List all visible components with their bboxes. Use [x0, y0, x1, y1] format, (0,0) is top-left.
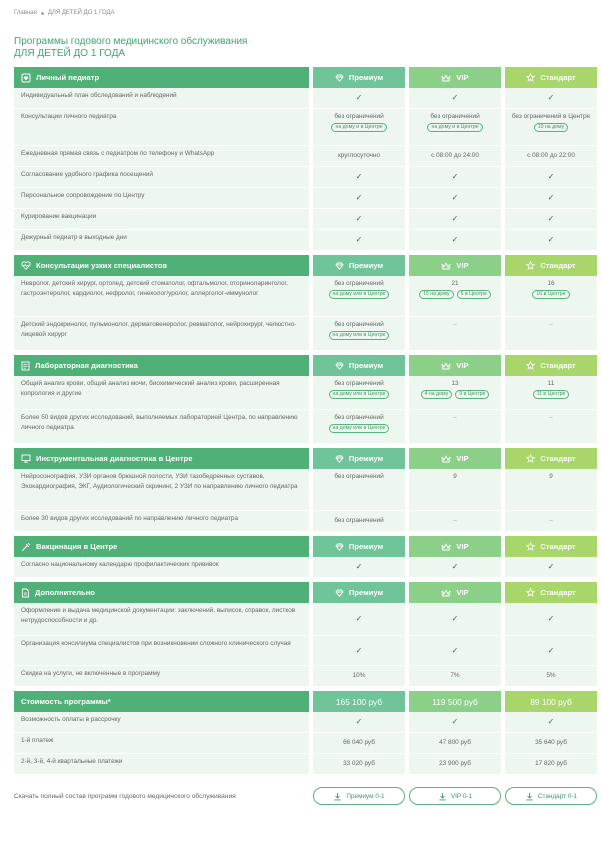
cell-value: –: [453, 517, 457, 524]
location-badge: на дому и в Центре: [331, 123, 386, 132]
plan-name: Премиум: [348, 73, 384, 82]
plan-header-vip: [409, 67, 501, 88]
row-label: Оформление и выдача медицинской документации: заключений, выписок, справок, листков нетрудоспособности и др.: [14, 603, 309, 636]
diamond-icon: [335, 543, 344, 551]
table-row: [14, 511, 589, 532]
plan-header-standard: [505, 67, 597, 88]
row-label: Общий анализ крови, общий анализ мочи, биохимический анализ крови, расширенная копрология и другие: [14, 376, 309, 410]
table-row: [14, 636, 589, 666]
cell-value: 13: [451, 380, 459, 387]
section-title: Дополнительно: [35, 588, 95, 597]
monitor-icon: [21, 454, 31, 463]
cost-title: Стоимость программы*: [14, 691, 309, 712]
check-icon: ✓: [355, 193, 363, 202]
plan-name: Стандарт: [540, 261, 576, 270]
cell-value: без ограничений: [334, 280, 384, 287]
table-row: [14, 603, 589, 636]
check-icon: ✓: [355, 645, 363, 655]
cell-value: без ограничений: [334, 414, 384, 421]
table-row: [14, 276, 589, 317]
star-icon: [526, 542, 535, 551]
table-row: [14, 469, 589, 511]
row-label: 2-й, 3-й, 4-й квартальные платежи: [14, 754, 309, 775]
download-icon: [438, 792, 447, 801]
check-icon: ✓: [355, 562, 363, 571]
table-row: [14, 167, 589, 188]
cell-value: 47 800 руб: [409, 733, 501, 754]
table-row: [14, 146, 589, 167]
row-label: Дежурный педиатр в выходные дни: [14, 230, 309, 251]
crown-icon: [441, 262, 451, 270]
row-label: 1-й платеж: [14, 733, 309, 754]
row-label: Курирование вакцинации: [14, 209, 309, 230]
diamond-icon: [335, 74, 344, 82]
star-icon: [526, 261, 535, 270]
check-icon: ✓: [547, 614, 555, 623]
plan-name: Стандарт: [540, 73, 576, 82]
check-icon: ✓: [547, 717, 555, 726]
plan-name: Стандарт: [540, 454, 576, 463]
syringe-icon: [21, 542, 31, 552]
download-premium-button[interactable]: [313, 787, 405, 805]
plan-name: Премиум: [348, 542, 384, 551]
cell-value: –: [549, 414, 553, 421]
location-badge: на дому или в Центре: [329, 424, 390, 433]
row-label: Скидка на услуги, не включенные в программу: [14, 666, 309, 687]
crown-icon: [441, 543, 451, 551]
section-header-specialists: [14, 255, 589, 276]
table-row: [14, 88, 589, 109]
check-icon: ✓: [451, 93, 459, 102]
plan-header-premium: [313, 67, 405, 88]
diamond-icon: [335, 262, 344, 270]
breadcrumb-home[interactable]: Главная: [14, 10, 37, 16]
plan-name: Стандарт: [540, 361, 576, 370]
table-row: [14, 317, 589, 351]
row-label: Согласно национальному календарю профилактических прививок: [14, 557, 309, 578]
table-row: [14, 209, 589, 230]
plan-name: VIP: [456, 361, 469, 370]
check-icon: ✓: [451, 235, 459, 244]
diamond-icon: [335, 455, 344, 463]
location-badge: на дому или в Центре: [329, 331, 390, 340]
section-header-vaccination: [14, 536, 589, 557]
row-label: Невролог, детский хирург, ортопед, детский стоматолог, офтальмолог, оториноларинголог, гастроэнтеролог, кардиолог, нефролог, гинеколог/уролог, аллерголог-иммунолог: [14, 276, 309, 317]
cell-value: 10%: [313, 666, 405, 687]
cell-value: 17 820 руб: [505, 754, 597, 775]
check-icon: ✓: [451, 645, 459, 655]
download-icon: [333, 792, 342, 801]
diamond-icon: [335, 589, 344, 597]
location-badge: на дому или в Центре: [329, 290, 390, 299]
cell-value: без ограничений в Центре: [511, 113, 591, 120]
check-icon: ✓: [355, 717, 363, 726]
download-standard-button[interactable]: [505, 787, 597, 805]
check-icon: ✓: [547, 214, 555, 223]
download-bar: [14, 787, 589, 805]
table-row: [14, 733, 589, 754]
section-title: Вакцинация в Центре: [36, 542, 118, 551]
price-premium: 165 100 руб: [313, 691, 405, 712]
row-label: Согласование удобного графика посещений: [14, 167, 309, 188]
check-icon: ✓: [451, 562, 459, 571]
section-title: Инструментальная диагностика в Центре: [36, 454, 193, 463]
table-row: [14, 410, 589, 444]
cell-value: 9: [505, 469, 597, 511]
table-row: [14, 712, 589, 733]
location-badge: 10 на дому: [534, 123, 569, 132]
location-badge: на дому или в Центре: [329, 390, 390, 399]
location-badge: 16 в Центре: [532, 290, 569, 299]
plan-name: Стандарт: [540, 588, 576, 597]
section-title: Лабораторная диагностика: [35, 361, 138, 370]
plan-name: Стандарт: [540, 542, 576, 551]
cell-value: –: [549, 517, 553, 524]
lab-list-icon: [21, 361, 30, 371]
cell-value: 33 020 руб: [313, 754, 405, 775]
check-icon: ✓: [547, 562, 555, 571]
row-label: Детский эндокринолог, пульмонолог, дерматовенеролог, ревматолог, нейрохирург, челюстно-лицевой хирург: [14, 317, 309, 351]
table-row: [14, 188, 589, 209]
plan-name: VIP: [456, 261, 469, 270]
cell-value: без ограничений: [334, 113, 384, 120]
location-badge: 6 в Центре: [457, 290, 491, 299]
check-icon: ✓: [355, 614, 363, 623]
star-icon: [526, 361, 535, 370]
cell-value: с 08:00 до 24:00: [409, 146, 501, 167]
star-icon: [526, 588, 535, 597]
row-label: Более 50 видов других исследований, выполняемых лабораторией Центра, по направлению личного педиатра: [14, 410, 309, 444]
section-title: Консультации узких специалистов: [36, 261, 168, 270]
cell-value: без ограничений: [430, 113, 480, 120]
cell-value: 21: [451, 280, 459, 287]
check-icon: ✓: [355, 235, 363, 244]
breadcrumb-current: ДЛЯ ДЕТЕЙ ДО 1 ГОДА: [47, 10, 115, 16]
section-header-pediatr: [14, 67, 589, 88]
document-icon: [21, 588, 30, 598]
plan-name: Премиум: [348, 454, 384, 463]
price-vip: 119 500 руб: [409, 691, 501, 712]
cell-value: 7%: [409, 666, 501, 687]
check-icon: ✓: [547, 193, 555, 202]
cell-value: –: [549, 321, 553, 328]
plan-name: VIP: [456, 454, 469, 463]
cell-value: без ограничений: [313, 469, 405, 511]
cell-value: 5%: [505, 666, 597, 687]
download-icon: [525, 792, 534, 801]
check-icon: ✓: [451, 172, 459, 181]
check-icon: ✓: [547, 172, 555, 181]
crown-icon: [441, 589, 451, 597]
diamond-icon: [335, 362, 344, 370]
row-label: Нейросонография, УЗИ органов брюшной полости, УЗИ тазобедренных суставов, Эхокардиография, ЭКГ, Аудиологический скрининг, 2 УЗИ по направлению личного педиатра: [14, 469, 309, 511]
cost-header: [14, 691, 589, 712]
cell-value: 16: [547, 280, 555, 287]
comparison-table: [14, 67, 589, 775]
breadcrumb-separator: [41, 12, 44, 15]
cell-value: 23 900 руб: [409, 754, 501, 775]
row-label: Организация консилиума специалистов при возникновении сложного клинического случая: [14, 636, 309, 666]
cell-value: –: [453, 321, 457, 328]
cell-value: без ограничений: [334, 321, 384, 328]
table-row: [14, 230, 589, 251]
check-icon: ✓: [355, 93, 363, 102]
cell-value: без ограничений: [334, 380, 384, 387]
plan-name: Премиум: [348, 588, 384, 597]
crown-icon: [441, 74, 451, 82]
cell-value: 9: [409, 469, 501, 511]
crown-icon: [441, 362, 451, 370]
section-header-extra: [14, 582, 589, 603]
check-icon: ✓: [355, 172, 363, 181]
breadcrumb: [14, 8, 589, 18]
page-title-line2: ДЛЯ ДЕТЕЙ ДО 1 ГОДА: [14, 48, 126, 59]
cell-value: без ограничений: [313, 511, 405, 532]
check-icon: ✓: [355, 214, 363, 223]
location-badge: на дому и в Центре: [427, 123, 482, 132]
crown-icon: [441, 455, 451, 463]
cell-value: –: [453, 414, 457, 421]
cell-value: круглосуточно: [313, 146, 405, 167]
plan-name: Премиум: [348, 261, 384, 270]
download-vip-button[interactable]: [409, 787, 501, 805]
heart-pulse-icon: [21, 261, 31, 270]
plan-name: VIP: [456, 588, 469, 597]
row-label: Возможность оплаты в рассрочку: [14, 712, 309, 733]
download-premium-label: Премиум 0-1: [346, 792, 385, 800]
check-icon: ✓: [547, 645, 555, 655]
check-icon: ✓: [451, 193, 459, 202]
cell-value: 35 640 руб: [505, 733, 597, 754]
check-icon: ✓: [547, 93, 555, 102]
download-vip-label: VIP 0-1: [450, 792, 473, 800]
star-icon: [526, 454, 535, 463]
page-title-line1: Программы годового медицинского обслуживания: [14, 36, 248, 47]
plan-name: Премиум: [348, 361, 384, 370]
table-row: [14, 557, 589, 578]
location-badge: 4 на дому: [421, 390, 453, 399]
check-icon: ✓: [451, 614, 459, 623]
section-header-lab: [14, 355, 589, 376]
price-standard: 89 100 руб: [505, 691, 597, 712]
table-row: [14, 376, 589, 410]
section-header-instrumental: [14, 448, 589, 469]
cell-value: 11: [547, 380, 555, 387]
download-label: Скачать полный состав программ годового медицинского обслуживания: [14, 792, 236, 800]
row-label: Персональное сопровождение по Центру: [14, 188, 309, 209]
cell-value: 66 040 руб: [313, 733, 405, 754]
row-label: Ежедневная прямая связь с педиатром по телефону и WhatsApp: [14, 146, 309, 167]
location-badge: 11 в Центре: [533, 390, 570, 399]
download-standard-label: Стандарт 0-1: [537, 792, 578, 800]
row-label: Консультации личного педиатра: [14, 109, 309, 146]
location-badge: 9 в Центре: [455, 390, 489, 399]
table-row: [14, 754, 589, 775]
check-icon: ✓: [451, 717, 459, 726]
cell-value: с 08:00 до 22:00: [505, 146, 597, 167]
section-title: Личный педиатр: [36, 73, 100, 82]
page-title: [14, 36, 589, 60]
check-icon: ✓: [451, 214, 459, 223]
plan-name: VIP: [456, 73, 469, 82]
row-label: Индивидуальный план обследований и наблюдений: [14, 88, 309, 109]
table-row: [14, 109, 589, 146]
heart-doc-icon: [21, 73, 31, 83]
table-row: [14, 666, 589, 687]
plan-name: VIP: [456, 542, 469, 551]
star-icon: [526, 73, 535, 82]
row-label: Более 30 видов других исследований по направлению личного педиатра: [14, 511, 309, 532]
location-badge: 15 на дому: [419, 290, 454, 299]
check-icon: ✓: [547, 235, 555, 244]
